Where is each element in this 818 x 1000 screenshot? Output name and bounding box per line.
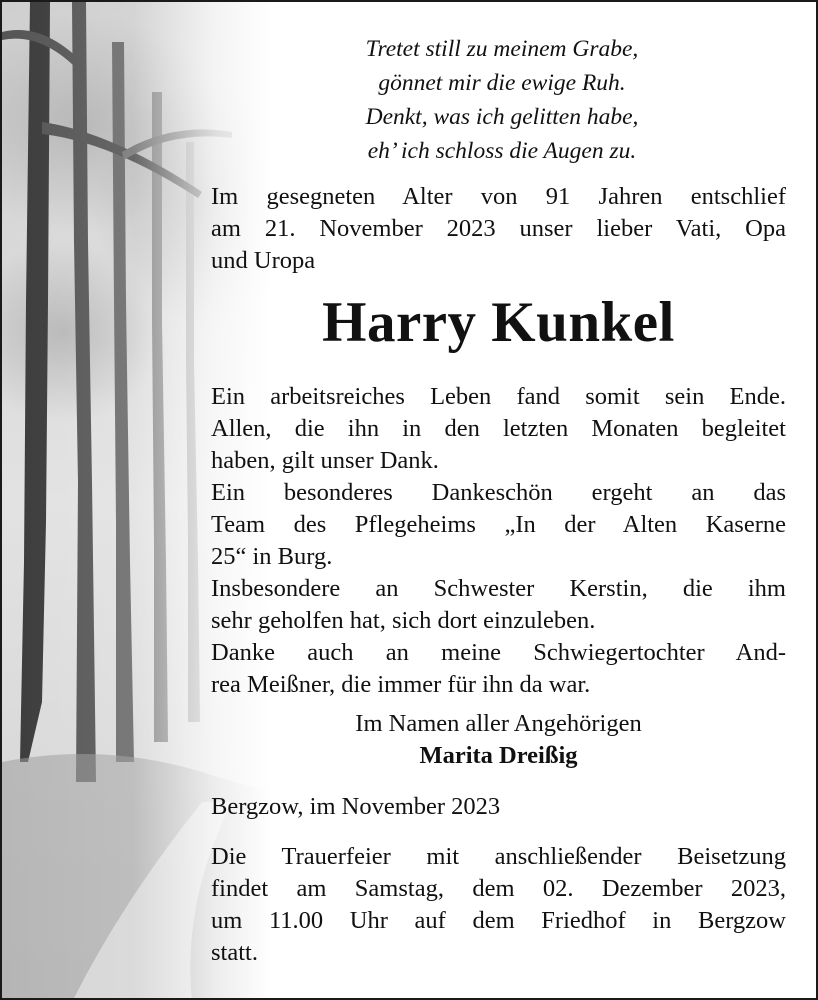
text-line: Im gesegneten Alter von 91 Jahren entschlief	[211, 183, 786, 210]
poem-line: Tretet still zu meinem Grabe,	[365, 36, 639, 62]
poem-line: eh’ ich schloss die Augen zu.	[367, 138, 637, 164]
body-paragraph	[211, 381, 786, 701]
text-line: am 21. November 2023 unser lieber Vati, Opa	[211, 215, 786, 242]
text-line: Die Trauerfeier mit anschließender Beisetzung	[211, 843, 786, 870]
text-line: Team des Pflegeheims „In der Alten Kaserne	[211, 511, 786, 538]
poem-line: gönnet mir die ewige Ruh.	[378, 70, 626, 96]
text-line: und Uropa	[211, 247, 316, 274]
text-line: 25“ in Burg.	[211, 543, 333, 570]
text-line: Danke auch an meine Schwiegertochter And-	[211, 639, 786, 666]
notice-text	[2, 2, 818, 1000]
poem	[302, 32, 702, 168]
signature-block	[211, 708, 786, 772]
deceased-name: Harry Kunkel	[322, 291, 675, 354]
text-line: rea Meißner, die immer für ihn da war.	[211, 671, 591, 698]
funeral-info	[211, 841, 786, 969]
text-line: haben, gilt unser Dank.	[211, 447, 439, 474]
place-date	[211, 791, 786, 823]
text-line: findet am Samstag, dem 02. Dezember 2023,	[211, 875, 786, 902]
text-line: Bergzow, im November 2023	[211, 793, 501, 820]
text-line: Ein arbeitsreiches Leben fand somit sein Ende.	[211, 383, 786, 410]
signature-intro: Im Namen aller Angehörigen	[355, 710, 642, 737]
text-line: Ein besonderes Dankeschön ergeht an das	[211, 479, 786, 506]
poem-line: Denkt, was ich gelitten habe,	[365, 104, 639, 130]
text-line: Insbesondere an Schwester Kerstin, die ihm	[211, 575, 786, 602]
text-line: Allen, die ihn in den letzten Monaten begleitet	[211, 415, 786, 442]
signer-name: Marita Dreißig	[419, 742, 578, 769]
text-line: sehr geholfen hat, sich dort einzuleben.	[211, 607, 596, 634]
intro-paragraph	[211, 181, 786, 277]
text-line: um 11.00 Uhr auf dem Friedhof in Bergzow	[211, 907, 786, 934]
text-line: statt.	[211, 939, 258, 966]
